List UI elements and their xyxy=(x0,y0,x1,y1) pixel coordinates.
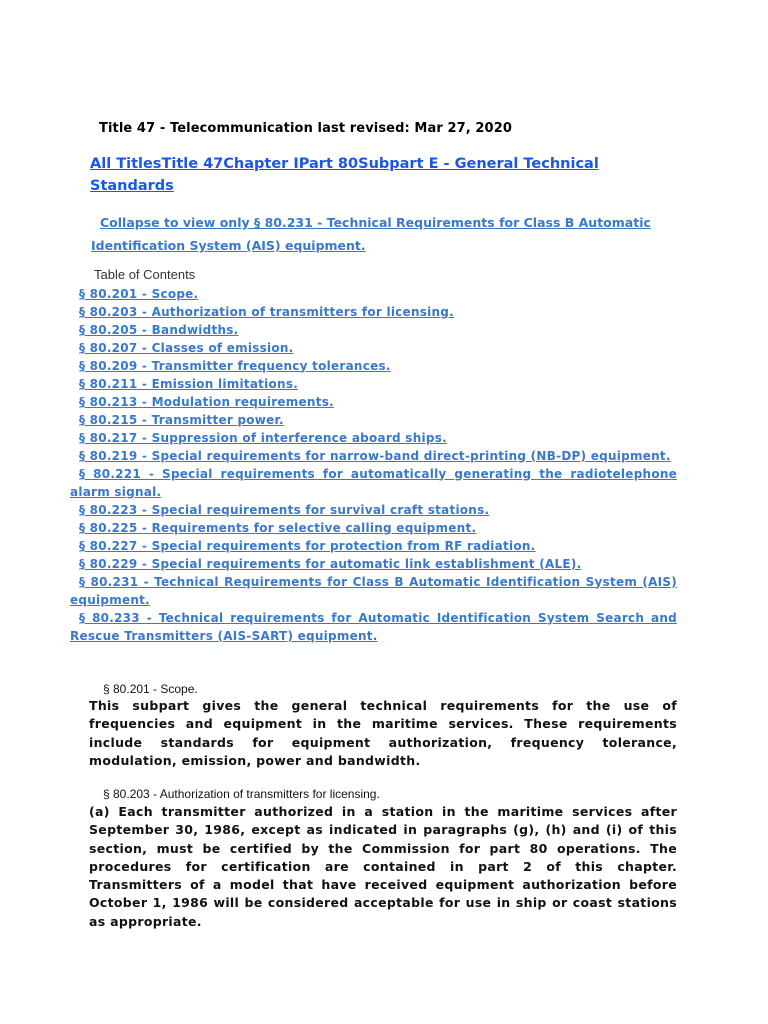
toc-item xyxy=(70,537,677,555)
table-of-contents xyxy=(70,285,677,645)
toc-item xyxy=(70,375,677,393)
toc-item xyxy=(70,411,677,429)
toc-link-80-205[interactable]: § 80.205 - Bandwidths. xyxy=(79,322,239,337)
breadcrumb-subpart-e[interactable]: Subpart E - General Technical Standards xyxy=(90,156,599,194)
toc-link-80-223[interactable]: § 80.223 - Special requirements for survival craft stations. xyxy=(79,502,490,517)
toc-link-80-219[interactable]: § 80.219 - Special requirements for narrow-band direct-printing (NB-DP) equipment. xyxy=(79,448,671,463)
toc-item xyxy=(70,339,677,357)
toc-link-80-203[interactable]: § 80.203 - Authorization of transmitters for licensing. xyxy=(79,304,454,319)
section-title-80-201: § 80.201 - Scope. xyxy=(103,682,198,696)
toc-item xyxy=(70,321,677,339)
toc-heading: Table of Contents xyxy=(94,267,196,282)
collapse-view-label: Collapse to view only § 80.231 - Technical Requirements for Class B Automatic Identification System (AIS) equipment. xyxy=(91,215,651,253)
toc-link-80-217[interactable]: § 80.217 - Suppression of interference aboard ships. xyxy=(79,430,447,445)
toc-link-80-233[interactable]: § 80.233 - Technical requirements for Automatic Identification System Search and Rescue Transmitters (AIS-SART) equipment. xyxy=(70,610,677,643)
toc-item xyxy=(70,357,677,375)
section-title-80-203: § 80.203 - Authorization of transmitters for licensing. xyxy=(103,787,380,801)
toc-link-80-221[interactable]: § 80.221 - Special requirements for automatically generating the radiotelephone alarm signal. xyxy=(70,466,677,499)
toc-link-80-209[interactable]: § 80.209 - Transmitter frequency tolerances. xyxy=(79,358,391,373)
breadcrumb-part-80[interactable]: Part 80 xyxy=(298,156,359,172)
toc-item xyxy=(70,573,677,609)
section-body-80-203: (a) Each transmitter authorized in a station in the maritime services after September 30, 1986, except as indicated in paragraphs (g), (h) and (i) of this section, must be certified by the Commission for part 80 operations. The procedures for certification are contained in part 2 of this chapter. Transmitters of a model that have received equipment authorization before October 1, 1986 will be considered acceptable for use in ship or coast stations as appropriate. xyxy=(89,804,677,929)
toc-item xyxy=(70,393,677,411)
breadcrumb xyxy=(90,153,630,197)
toc-item xyxy=(70,519,677,537)
breadcrumb-title-47[interactable]: Title 47 xyxy=(161,156,224,172)
toc-item xyxy=(70,447,677,465)
collapse-view-link[interactable] xyxy=(91,211,681,257)
toc-link-80-229[interactable]: § 80.229 - Special requirements for automatic link establishment (ALE). xyxy=(79,556,582,571)
toc-item xyxy=(70,609,677,645)
title-revised-line: Title 47 - Telecommunication last revised: Mar 27, 2020 xyxy=(99,121,512,136)
toc-link-80-213[interactable]: § 80.213 - Modulation requirements. xyxy=(79,394,334,409)
section-body-80-201: This subpart gives the general technical requirements for the use of frequencies and equipment in the maritime services. These requirements include standards for equipment authorization, frequency tolerance, modulation, emission, power and bandwidth. xyxy=(89,698,677,768)
toc-link-80-201[interactable]: § 80.201 - Scope. xyxy=(79,286,199,301)
toc-link-80-231[interactable]: § 80.231 - Technical Requirements for Class B Automatic Identification System (AIS) equipment. xyxy=(70,574,677,607)
toc-link-80-225[interactable]: § 80.225 - Requirements for selective calling equipment. xyxy=(79,520,477,535)
toc-item xyxy=(70,555,677,573)
toc-item xyxy=(70,285,677,303)
toc-link-80-227[interactable]: § 80.227 - Special requirements for protection from RF radiation. xyxy=(79,538,536,553)
toc-link-80-207[interactable]: § 80.207 - Classes of emission. xyxy=(79,340,294,355)
toc-link-80-215[interactable]: § 80.215 - Transmitter power. xyxy=(79,412,284,427)
toc-item xyxy=(70,465,677,501)
toc-item xyxy=(70,429,677,447)
toc-link-80-211[interactable]: § 80.211 - Emission limitations. xyxy=(79,376,299,391)
breadcrumb-chapter-i[interactable]: Chapter I xyxy=(223,156,299,172)
toc-item xyxy=(70,501,677,519)
breadcrumb-all-titles[interactable]: All Titles xyxy=(90,156,162,172)
toc-item xyxy=(70,303,677,321)
